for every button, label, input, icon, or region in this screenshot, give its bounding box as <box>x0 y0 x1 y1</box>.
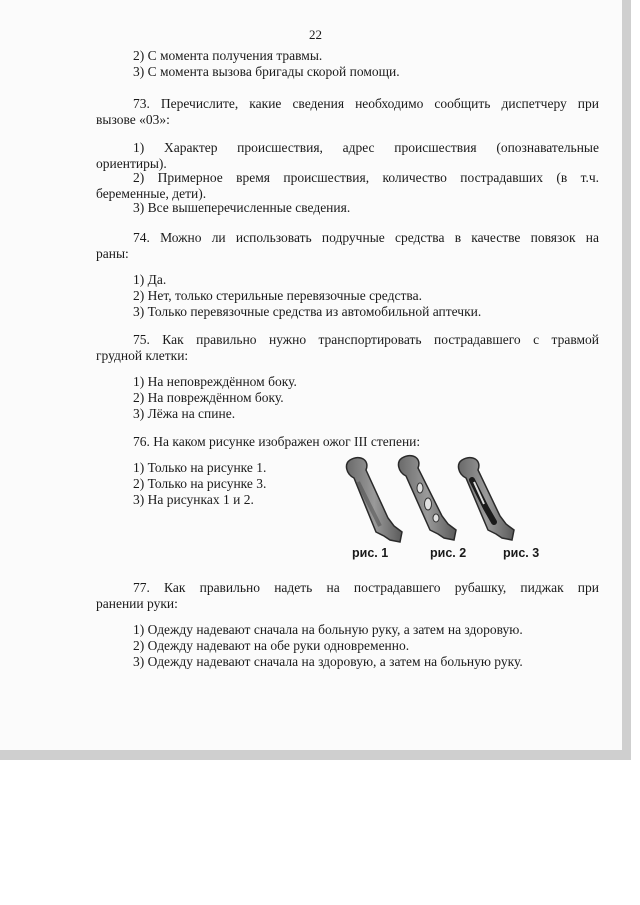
q73-option-1: 1) Характер происшествия, адрес происшествия (опознавательные <box>133 140 599 155</box>
q77-question-cont: ранении руки: <box>96 596 178 611</box>
q76-option-2: 2) Только на рисунке 3. <box>133 476 267 491</box>
q74-question-cont: раны: <box>96 246 129 261</box>
q76-option-1: 1) Только на рисунке 1. <box>133 460 267 475</box>
q73-question: 73. Перечислите, какие сведения необходимо сообщить диспетчеру при <box>133 96 599 111</box>
q75-option-1: 1) На неповреждённом боку. <box>133 374 297 389</box>
q75-question: 75. Как правильно нужно транспортировать пострадавшего с травмой <box>133 332 599 347</box>
q74-option-3: 3) Только перевязочные средства из автомобильной аптечки. <box>133 304 482 319</box>
q77-option-2: 2) Одежду надевают на обе руки одновременно. <box>133 638 410 653</box>
figure-caption-3: рис. 3 <box>503 546 540 560</box>
q73-option-2: 2) Примерное время происшествия, количество пострадавших (в т.ч. <box>133 170 599 185</box>
q75-question-cont: грудной клетки: <box>96 348 189 363</box>
q77-option-3: 3) Одежду надевают сначала на здоровую, а затем на больную руку. <box>133 654 523 669</box>
prev-option-2: 2) С момента получения травмы. <box>133 48 323 63</box>
figure-caption-2: рис. 2 <box>430 546 467 560</box>
arm-figure-1 <box>347 458 402 542</box>
q75-option-3: 3) Лёжа на спине. <box>133 406 236 421</box>
q73-option-2-cont: беременные, дети). <box>96 186 207 201</box>
q73-option-3: 3) Все вышеперечисленные сведения. <box>133 200 351 215</box>
q73-question-cont: вызове «03»: <box>96 112 170 127</box>
q76-option-3: 3) На рисунках 1 и 2. <box>133 492 254 507</box>
arm-figure-2 <box>399 456 456 540</box>
q77-option-1: 1) Одежду надевают сначала на больную руку, а затем на здоровую. <box>133 622 523 637</box>
q77-question: 77. Как правильно надеть на пострадавшего рубашку, пиджак при <box>133 580 599 595</box>
q74-option-2: 2) Нет, только стерильные перевязочные средства. <box>133 288 422 303</box>
q74-option-1: 1) Да. <box>133 272 167 287</box>
q74-question: 74. Можно ли использовать подручные средства в качестве повязок на <box>133 230 599 245</box>
arm-figure-3 <box>459 458 514 540</box>
figure-caption-1: рис. 1 <box>352 546 389 560</box>
page-number: 22 <box>309 27 322 42</box>
q76-question: 76. На каком рисунке изображен ожог III степени: <box>133 434 421 449</box>
q73-option-1-cont: ориентиры). <box>96 156 167 171</box>
prev-option-3: 3) С момента вызова бригады скорой помощи. <box>133 64 400 79</box>
q75-option-2: 2) На повреждённом боку. <box>133 390 284 405</box>
